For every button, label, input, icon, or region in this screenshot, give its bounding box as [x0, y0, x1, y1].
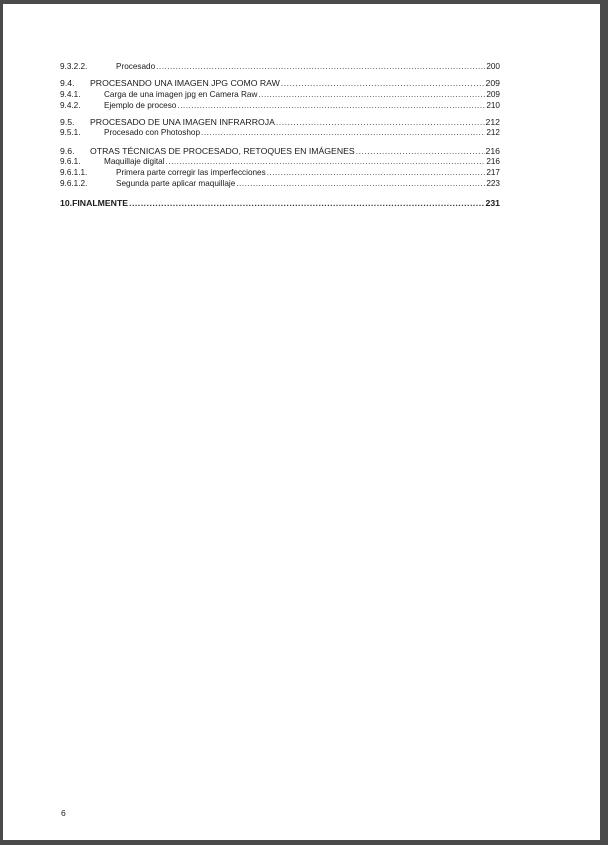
- toc-entry[interactable]: [60, 90, 500, 101]
- toc-entry-number: 9.5.: [60, 116, 75, 127]
- toc-entry-title: Procesado con Photoshop: [104, 128, 201, 138]
- toc-entry-page: 216: [486, 156, 500, 166]
- toc-entry[interactable]: [60, 78, 500, 89]
- table-of-contents: [60, 62, 500, 210]
- toc-entry[interactable]: [60, 101, 500, 112]
- toc-entry-page: 223: [486, 179, 500, 189]
- dot-leader: [236, 179, 485, 188]
- toc-entry[interactable]: [60, 146, 500, 157]
- toc-entry[interactable]: [60, 62, 500, 73]
- toc-entry[interactable]: [60, 157, 500, 168]
- toc-entry-title: PROCESANDO UNA IMAGEN JPG COMO RAW: [90, 78, 280, 89]
- toc-entry-number: 9.6.: [60, 145, 75, 156]
- toc-entry-number: 9.4.2.: [60, 100, 81, 110]
- page-number: 6: [61, 808, 66, 818]
- toc-entry-page: 209: [486, 89, 500, 99]
- toc-entry-number: 9.4.1.: [60, 89, 81, 99]
- toc-entry-title: Maquillaje digital: [104, 156, 165, 166]
- dot-leader: [281, 78, 485, 88]
- toc-entry-title: 10.FINALMENTE: [60, 198, 129, 209]
- toc-entry-title: Ejemplo de proceso: [104, 100, 177, 110]
- toc-entry[interactable]: [60, 179, 500, 190]
- toc-entry-number: 9.3.2.2.: [60, 62, 88, 71]
- dot-leader: [201, 128, 485, 137]
- toc-entry-number: 9.5.1.: [60, 128, 81, 138]
- dot-leader: [156, 62, 485, 71]
- document-page: [3, 4, 600, 840]
- dot-leader: [356, 146, 485, 156]
- dot-leader: [258, 90, 485, 99]
- toc-entry[interactable]: [60, 117, 500, 128]
- dot-leader: [177, 101, 485, 110]
- toc-entry-page: 209: [485, 78, 500, 89]
- dot-leader: [276, 117, 485, 127]
- toc-entry-number: 9.4.: [60, 78, 75, 89]
- toc-entry-page: 216: [485, 145, 500, 156]
- toc-entry-title: Procesado: [116, 62, 156, 71]
- toc-entry-page: 212: [485, 116, 500, 127]
- toc-entry-title: PROCESADO DE UNA IMAGEN INFRARROJA: [90, 116, 275, 127]
- toc-entry-page: 231: [485, 198, 500, 209]
- toc-entry-title: Segunda parte aplicar maquillaje: [116, 179, 236, 189]
- toc-entry[interactable]: [60, 128, 500, 139]
- toc-entry-chapter[interactable]: [60, 198, 500, 210]
- toc-entry-page: 217: [486, 168, 500, 178]
- toc-entry-page: 200: [486, 62, 500, 71]
- toc-entry-number: 9.6.1.2.: [60, 179, 88, 189]
- toc-entry-page: 212: [486, 128, 500, 138]
- dot-leader: [129, 198, 484, 208]
- toc-entry-title: Carga de una imagen jpg en Camera Raw: [104, 89, 258, 99]
- toc-entry-title: Primera parte corregir las imperfecciones: [116, 168, 266, 178]
- toc-entry-number: 9.6.1.1.: [60, 168, 88, 178]
- toc-entry[interactable]: [60, 168, 500, 179]
- dot-leader: [267, 168, 486, 177]
- toc-entry-title: OTRAS TÉCNICAS DE PROCESADO, RETOQUES EN IMÁGENES: [90, 145, 355, 156]
- toc-entry-page: 210: [486, 100, 500, 110]
- toc-entry-number: 9.6.1.: [60, 156, 81, 166]
- dot-leader: [166, 157, 486, 166]
